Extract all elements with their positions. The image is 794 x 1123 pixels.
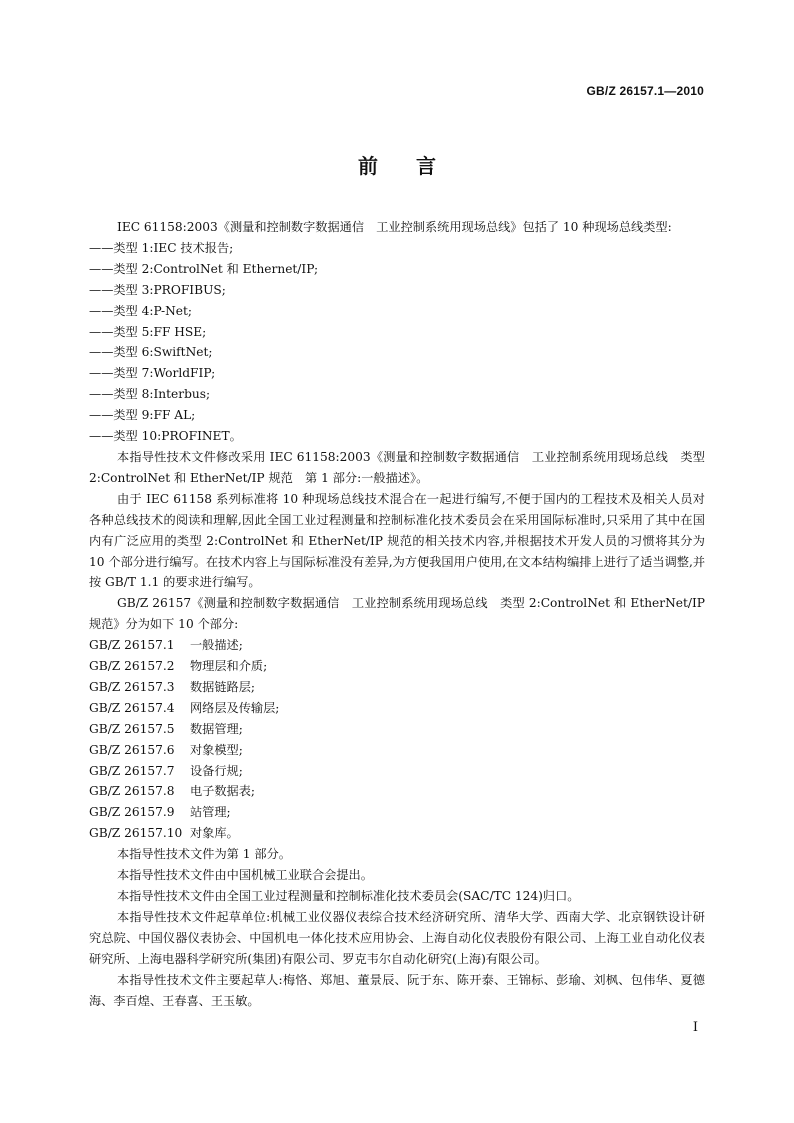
part-name: 数据链路层;	[190, 679, 256, 694]
part-code: GB/Z 26157.3	[89, 679, 175, 694]
page-title: 前言	[358, 154, 474, 178]
part-code: GB/Z 26157.9	[89, 805, 175, 820]
list-item: ——类型 3:PROFIBUS;	[89, 282, 226, 297]
list-item: ——类型 7:WorldFIP;	[89, 366, 216, 381]
drafting-units-paragraph: 本指导性技术文件起草单位:机械工业仪器仪表综合技术经济研究所、清华大学、西南大学、北京钢铁设计研究总院、中国仪器仪表协会、中国机电一体化技术应用协会、上海自动化仪表股份有限公司、上海工业自动化仪表研究所、上海电器科学研究所(集团)有限公司、罗克韦尔自动化研究(上海)有限公司。	[89, 909, 705, 966]
adoption-paragraph: 本指导性技术文件修改采用 IEC 61158:2003《测量和控制数字数据通信 工业控制系统用现场总线 类型 2:ControlNet 和 EtherNet/IP 规范 第 1 部分:一般描述》。	[89, 449, 705, 485]
part-code: GB/Z 26157.10	[89, 826, 183, 841]
part-code: GB/Z 26157.6	[89, 742, 175, 757]
part-name: 对象库。	[190, 826, 239, 841]
part-name: 站管理;	[190, 805, 231, 820]
centralized-paragraph: 本指导性技术文件由全国工业过程测量和控制标准化技术委员会(SAC/TC 124)归口。	[117, 889, 580, 903]
part-line	[89, 698, 705, 719]
list-item: ——类型 8:Interbus;	[89, 387, 211, 402]
part-name: 网络层及传输层;	[190, 700, 280, 715]
reason-paragraph: 由于 IEC 61158 系列标准将 10 种现场总线技术混合在一起进行编写,不便于国内的工程技术及相关人员对各种总线技术的阅读和理解,因此全国工业过程测量和控制标准化技术委员会在采用国际标准时,只采用了其中在国内有广泛应用的类型 2:ControlNet 和 EtherNet/IP 规范的相关技术内容,并根据技术开发人员的习惯将其分为 10 个部分进行编写。在技术内容上与国际标准没有差异,为方便我国用户使用,在文本结构编排上进行了适当调整,并按 GB/T 1.1 的要求进行编写。	[89, 491, 706, 590]
part-name: 一般描述;	[190, 638, 243, 653]
page-number: I	[692, 1020, 698, 1035]
part-code: GB/Z 26157.2	[89, 659, 175, 674]
part-line	[89, 823, 705, 844]
part-line	[89, 781, 705, 802]
part-code: GB/Z 26157.1	[89, 638, 175, 653]
list-item: ——类型 9:FF AL;	[89, 408, 196, 423]
intro-paragraph: IEC 61158:2003《测量和控制数字数据通信 工业控制系统用现场总线》包括了 10 种现场总线类型:	[117, 220, 672, 234]
part-name: 电子数据表;	[190, 784, 256, 799]
list-item: ——类型 10:PROFINET。	[89, 429, 242, 444]
part-line	[89, 802, 705, 823]
part-name: 数据管理;	[190, 721, 243, 736]
document-body	[89, 217, 705, 1011]
part-line	[89, 656, 705, 677]
part-name: 对象模型;	[190, 742, 243, 757]
part-code: GB/Z 26157.7	[89, 763, 175, 778]
list-item: ——类型 2:ControlNet 和 Ethernet/IP;	[89, 261, 319, 276]
part-line	[89, 740, 705, 761]
part-name: 物理层和介质;	[190, 659, 268, 674]
part-code: GB/Z 26157.4	[89, 700, 175, 715]
part-line	[89, 677, 705, 698]
list-item: ——类型 1:IEC 技术报告;	[89, 240, 234, 255]
standard-code: GB/Z 26157.1—2010	[586, 84, 704, 98]
part-name: 设备行规;	[190, 763, 243, 778]
part-line	[89, 635, 705, 656]
part-line	[89, 719, 705, 740]
proposed-paragraph: 本指导性技术文件由中国机械工业联合会提出。	[117, 868, 373, 883]
part-code: GB/Z 26157.8	[89, 784, 175, 799]
list-item: ——类型 6:SwiftNet;	[89, 345, 213, 360]
drafters-paragraph: 本指导性技术文件主要起草人:梅恪、郑旭、董景辰、阮于东、陈开泰、王锦标、彭瑜、刘枫、包伟华、夏德海、李百煌、王春喜、王玉敏。	[89, 972, 705, 1008]
part-code: GB/Z 26157.5	[89, 721, 175, 736]
part-line	[89, 761, 705, 782]
parts-paragraph: GB/Z 26157《测量和控制数字数据通信 工业控制系统用现场总线 类型 2:ControlNet 和 EtherNet/IP 规范》分为如下 10 个部分:	[89, 596, 705, 632]
list-item: ——类型 5:FF HSE;	[89, 324, 207, 339]
part1-paragraph: 本指导性技术文件为第 1 部分。	[117, 847, 291, 862]
list-item: ——类型 4:P-Net;	[89, 303, 193, 318]
